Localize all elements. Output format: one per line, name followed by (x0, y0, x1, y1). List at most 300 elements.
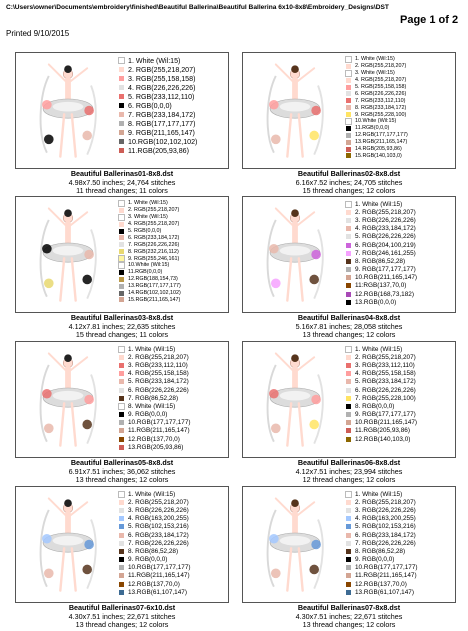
thread-item (346, 370, 454, 378)
thread-item (346, 104, 454, 111)
thread-swatch (346, 549, 351, 554)
thread-swatch (346, 396, 351, 401)
design-size: 4.30x7.51 inches; 22,671 stitches (295, 611, 403, 621)
thread-item (119, 248, 227, 255)
design-frame (15, 486, 229, 603)
thread-label: 8. RGB(233,184,172) (355, 104, 407, 111)
print-date: Printed 9/10/2015 (6, 29, 70, 38)
thread-label: 4. RGB(255,218,207) (355, 77, 407, 84)
thread-label: 8. RGB(0,0,0) (355, 402, 395, 410)
thread-label: 10.RGB(102,102,102) (128, 137, 198, 146)
thread-item (346, 378, 454, 386)
thread-item (119, 580, 227, 588)
thread-swatch (346, 133, 351, 138)
thread-label: 4. RGB(226,226,226) (128, 83, 196, 92)
thread-item (346, 547, 454, 555)
thread-item (346, 498, 454, 506)
thread-item (346, 200, 454, 208)
design-name: Beautiful Ballerinas02-8x8.dst (297, 169, 401, 178)
thread-item (119, 547, 227, 555)
thread-swatch (119, 242, 124, 247)
thread-swatch (346, 565, 351, 570)
design-frame (15, 52, 229, 169)
thread-label: 1. White (Wil:15) (355, 345, 403, 353)
thread-swatch (119, 524, 124, 529)
thread-label: 13.RGB(0,0,0) (355, 298, 397, 306)
thread-swatch (346, 259, 351, 264)
design-size: 4.30x7.51 inches; 22,671 stitches (68, 611, 176, 621)
thread-item (346, 132, 454, 139)
design-size: 5.16x7.81 inches; 28,058 stitches (295, 321, 403, 331)
thread-label: 15.RGB(140,103,0) (355, 152, 402, 159)
thread-item (346, 257, 454, 265)
thread-swatch (346, 590, 351, 595)
thread-label: 4. RGB(255,218,207) (128, 221, 180, 228)
design-card (10, 341, 234, 484)
ballerina-thumbnail (247, 490, 343, 599)
thread-label: 6. RGB(0,0,0) (128, 101, 172, 110)
thread-swatch (346, 524, 351, 529)
thread-swatch (346, 379, 351, 384)
thread-item (346, 298, 454, 306)
thread-swatch (346, 98, 351, 103)
thread-label: 10.RGB(211,165,147) (355, 419, 418, 427)
design-size: 6.91x7.51 inches; 36,062 stitches (68, 466, 176, 476)
thread-label: 5. RGB(255,158,158) (355, 84, 407, 90)
thread-label: 9. RGB(0,0,0) (128, 411, 168, 419)
design-card (10, 196, 234, 339)
thread-item (346, 63, 454, 70)
design-card (237, 52, 461, 195)
thread-swatch (119, 412, 124, 417)
thread-label: 5. RGB(226,226,226) (355, 233, 416, 241)
thread-label: 2. RGB(255,218,207) (355, 208, 416, 216)
design-size: 4.12x7.81 inches; 22,635 stitches (68, 321, 176, 331)
design-card (237, 341, 461, 484)
thread-swatch (346, 516, 351, 521)
ballerina-thumbnail (247, 56, 343, 165)
thread-label: 13.RGB(61,107,147) (128, 588, 187, 596)
thread-swatch (346, 243, 351, 248)
thread-item (119, 290, 227, 297)
thread-item (346, 70, 454, 77)
thread-swatch (346, 428, 351, 433)
thread-swatch (119, 437, 124, 442)
thread-changes: 13 thread changes; 12 colors (302, 620, 396, 630)
ballerina-thumbnail (247, 345, 343, 454)
thread-item (119, 228, 227, 235)
design-name: Beautiful Ballerinas07-8x8.dst (297, 603, 401, 612)
thread-item (346, 353, 454, 361)
thread-label: 2. RGB(255,218,207) (128, 353, 189, 361)
thread-swatch (119, 148, 124, 153)
thread-label: 1. White (Wil:15) (355, 490, 403, 498)
thread-changes: 11 thread changes; 11 colors (76, 186, 168, 196)
thread-label: 2. RGB(255,218,207) (128, 65, 196, 74)
thread-item (346, 419, 454, 427)
thread-changes: 13 thread changes; 12 colors (302, 330, 396, 340)
thread-label: 5. RGB(0,0,0) (128, 228, 162, 234)
thread-swatch (346, 210, 351, 215)
thread-swatch (119, 590, 124, 595)
design-name: Beautiful Ballerinas03-8x8.dst (70, 313, 174, 322)
thread-swatch (119, 85, 124, 90)
thread-swatch (119, 492, 124, 497)
design-frame (242, 341, 456, 458)
thread-item (346, 77, 454, 84)
thread-label: 3. RGB(233,112,110) (128, 361, 188, 369)
thread-label: 8. RGB(86,52,28) (355, 257, 406, 265)
thread-swatch (346, 147, 351, 152)
thread-label: 10.White (Wil:15) (128, 262, 170, 269)
thread-swatch (119, 396, 124, 401)
page-number: Page 1 of 2 (400, 14, 459, 26)
thread-label: 7. RGB(233,112,110) (355, 97, 406, 104)
thread-label: 2. RGB(255,218,207) (355, 353, 416, 361)
design-size: 4.98x7.50 inches; 24,764 stitches (68, 177, 176, 187)
thread-item (346, 490, 454, 498)
thread-swatch (119, 139, 124, 144)
thread-item (119, 255, 227, 262)
thread-item (119, 214, 227, 221)
thread-label: 2. RGB(255,218,207) (128, 498, 189, 506)
thread-label: 9. RGB(0,0,0) (355, 556, 395, 564)
thread-swatch (119, 516, 124, 521)
thread-swatch (346, 573, 351, 578)
thread-item (346, 386, 454, 394)
thread-item (119, 56, 227, 65)
thread-item (346, 266, 454, 274)
design-caption (10, 314, 234, 340)
thread-swatch (119, 347, 124, 352)
thread-item (119, 276, 227, 283)
thread-label: 7. RGB(246,161,255) (355, 249, 416, 257)
thread-label: 4. RGB(255,158,158) (355, 370, 416, 378)
thread-changes: 15 thread changes; 12 colors (302, 186, 396, 196)
thread-label: 1. White (Wil:15) (355, 200, 403, 208)
thread-changes: 12 thread changes; 12 colors (302, 475, 396, 485)
thread-swatch (119, 445, 124, 450)
thread-item (346, 290, 454, 298)
thread-label: 7. RGB(226,226,226) (355, 539, 416, 547)
thread-item (346, 402, 454, 410)
thread-item (119, 345, 227, 353)
thread-item (346, 394, 454, 402)
design-card (10, 486, 234, 629)
design-frame (242, 486, 456, 603)
thread-legend (346, 490, 454, 596)
thread-swatch (346, 292, 351, 297)
thread-swatch (346, 71, 351, 76)
thread-swatch (119, 541, 124, 546)
thread-legend (346, 345, 454, 443)
thread-legend (119, 200, 227, 303)
thread-swatch (119, 201, 124, 206)
design-frame (15, 341, 229, 458)
thread-label: 12.RGB(137,70,0) (128, 435, 180, 443)
thread-label: 13.RGB(61,107,147) (355, 588, 414, 596)
thread-item (119, 564, 227, 572)
design-name: Beautiful Ballerinas05-8x8.dst (70, 458, 174, 467)
thread-swatch (346, 202, 351, 207)
thread-item (346, 249, 454, 257)
thread-swatch (346, 105, 351, 110)
thread-swatch (346, 388, 351, 393)
design-caption (237, 170, 461, 196)
thread-label: 8. RGB(86,52,28) (355, 547, 406, 555)
thread-swatch (119, 557, 124, 562)
thread-item (119, 296, 227, 303)
thread-label: 11.RGB(211,165,147) (355, 572, 417, 580)
thread-item (119, 92, 227, 101)
thread-label: 6. RGB(233,184,172) (128, 234, 180, 241)
thread-item (119, 386, 227, 394)
thread-swatch (119, 249, 124, 254)
thread-swatch (119, 291, 124, 296)
thread-item (119, 531, 227, 539)
thread-label: 7. RGB(226,226,226) (128, 241, 180, 248)
thread-item (346, 118, 454, 125)
thread-swatch (119, 297, 124, 302)
thread-swatch (346, 140, 351, 145)
design-frame (242, 52, 456, 169)
thread-label: 8. RGB(232,216,112) (128, 248, 179, 255)
thread-label: 3. RGB(226,226,226) (355, 216, 416, 224)
design-card (10, 52, 234, 195)
thread-swatch (119, 582, 124, 587)
thread-label: 4. RGB(163,200,255) (128, 515, 189, 523)
thread-swatch (346, 153, 351, 158)
thread-item (346, 539, 454, 547)
thread-label: 1. White (Wil:15) (355, 56, 395, 63)
design-name: Beautiful Ballerinas07-6x10.dst (68, 603, 176, 612)
thread-item (346, 125, 454, 132)
thread-label: 12.RGB(168,73,182) (355, 290, 414, 298)
thread-swatch (119, 533, 124, 538)
thread-label: 7. RGB(226,226,226) (128, 539, 189, 547)
thread-label: 12.RGB(140,103,0) (355, 435, 411, 443)
thread-item (119, 241, 227, 248)
thread-swatch (119, 222, 124, 227)
thread-swatch (119, 130, 124, 135)
thread-label: 5. RGB(233,184,172) (128, 378, 189, 386)
thread-item (119, 490, 227, 498)
thread-label: 9. RGB(177,177,177) (355, 266, 416, 274)
thread-swatch (346, 234, 351, 239)
thread-item (119, 283, 227, 290)
thread-label: 12.RGB(188,154,73) (128, 276, 178, 283)
thread-label: 6. RGB(204,100,219) (355, 241, 416, 249)
thread-swatch (119, 371, 124, 376)
thread-item (119, 539, 227, 547)
thread-label: 8. RGB(86,52,28) (128, 547, 179, 555)
thread-swatch (346, 541, 351, 546)
design-name: Beautiful Ballerinas01-8x8.dst (70, 169, 174, 178)
thread-swatch (346, 371, 351, 376)
thread-label: 12.RGB(177,177,177) (355, 132, 408, 139)
thread-swatch (119, 388, 124, 393)
thread-label: 6. RGB(226,226,226) (128, 386, 189, 394)
thread-item (119, 200, 227, 207)
thread-label: 10.White (Wil:15) (355, 118, 397, 125)
thread-label: 10.RGB(177,177,177) (128, 419, 191, 427)
thread-label: 7. RGB(233,184,172) (128, 110, 196, 119)
thread-label: 6. RGB(233,184,172) (355, 531, 416, 539)
thread-swatch (346, 64, 351, 69)
thread-swatch (119, 215, 124, 220)
thread-item (346, 146, 454, 153)
design-card (237, 486, 461, 629)
thread-label: 4. RGB(163,200,255) (355, 515, 416, 523)
thread-label: 8. White (Wil:15) (128, 402, 176, 410)
thread-swatch (119, 270, 124, 275)
thread-item (119, 572, 227, 580)
ballerina-thumbnail (20, 56, 116, 165)
thread-swatch (119, 379, 124, 384)
thread-changes: 15 thread changes; 11 colors (75, 330, 169, 340)
thread-item (346, 515, 454, 523)
thread-swatch (346, 300, 351, 305)
thread-label: 1. White (Wil:15) (128, 345, 176, 353)
thread-item (346, 56, 454, 63)
design-caption (10, 459, 234, 485)
design-caption (237, 604, 461, 630)
thread-swatch (346, 412, 351, 417)
thread-item (119, 361, 227, 369)
thread-label: 3. RGB(255,158,158) (128, 74, 196, 83)
thread-item (346, 411, 454, 419)
thread-item (119, 128, 227, 137)
thread-swatch (119, 277, 124, 282)
thread-label: 13.RGB(177,177,177) (128, 283, 181, 290)
thread-item (119, 402, 227, 410)
thread-swatch (346, 78, 351, 83)
thread-item (346, 152, 454, 159)
thread-swatch (346, 85, 351, 90)
thread-item (119, 588, 227, 596)
thread-label: 6. RGB(233,184,172) (128, 531, 189, 539)
thread-label: 2. RGB(255,218,207) (355, 498, 416, 506)
thread-item (346, 282, 454, 290)
thread-label: 11.RGB(211,165,147) (128, 572, 190, 580)
thread-label: 1. White (Wil:15) (128, 490, 176, 498)
thread-label: 10.RGB(177,177,177) (355, 564, 418, 572)
thread-label: 11.RGB(205,93,86) (128, 146, 189, 155)
thread-changes: 13 thread changes; 12 colors (75, 475, 169, 485)
thread-swatch (346, 508, 351, 513)
thread-swatch (119, 565, 124, 570)
thread-swatch (346, 226, 351, 231)
thread-legend (119, 56, 227, 155)
thread-swatch (119, 58, 124, 63)
thread-label: 10.RGB(211,165,147) (355, 274, 418, 282)
thread-label: 4. RGB(233,184,172) (355, 225, 416, 233)
thread-item (119, 394, 227, 402)
thread-item (346, 241, 454, 249)
thread-label: 9. RGB(177,177,177) (355, 411, 416, 419)
thread-swatch (346, 437, 351, 442)
thread-label: 1. White (Wil:15) (128, 200, 168, 207)
thread-item (119, 207, 227, 214)
thread-label: 9. RGB(211,165,147) (128, 128, 195, 137)
thread-label: 5. RGB(233,184,172) (355, 378, 416, 386)
thread-swatch (346, 582, 351, 587)
thread-item (346, 580, 454, 588)
thread-swatch (119, 263, 124, 268)
thread-swatch (119, 208, 124, 213)
thread-item (346, 531, 454, 539)
thread-item (119, 515, 227, 523)
thread-item (346, 506, 454, 514)
thread-swatch (119, 284, 124, 289)
thread-swatch (346, 500, 351, 505)
thread-item (119, 146, 227, 155)
thread-swatch (119, 121, 124, 126)
thread-item (119, 378, 227, 386)
thread-label: 5. RGB(102,153,216) (128, 523, 189, 531)
thread-label: 11.RGB(211,165,147) (128, 427, 190, 435)
thread-swatch (119, 229, 124, 234)
design-name: Beautiful Ballerinas04-8x8.dst (297, 313, 401, 322)
thread-swatch (119, 508, 124, 513)
thread-swatch (346, 275, 351, 280)
thread-item (119, 262, 227, 269)
design-size: 4.12x7.51 inches; 23,994 stitches (295, 466, 403, 476)
thread-item (119, 435, 227, 443)
thread-label: 5. RGB(233,112,110) (128, 92, 195, 101)
thread-label: 13.RGB(205,93,86) (128, 443, 184, 451)
thread-swatch (346, 57, 351, 62)
thread-item (119, 65, 227, 74)
thread-label: 11.RGB(0,0,0) (128, 269, 163, 276)
thread-label: 6. RGB(226,226,226) (355, 90, 407, 97)
thread-item (346, 139, 454, 146)
thread-label: 5. RGB(102,153,216) (355, 523, 416, 531)
thread-item (119, 74, 227, 83)
thread-item (346, 361, 454, 369)
thread-swatch (346, 557, 351, 562)
thread-item (346, 588, 454, 596)
ballerina-thumbnail (20, 345, 116, 454)
thread-item (119, 137, 227, 146)
thread-label: 15.RGB(211,165,147) (128, 296, 181, 303)
thread-swatch (119, 67, 124, 72)
thread-label: 1. White (Wil:15) (128, 56, 181, 65)
design-caption (237, 314, 461, 340)
thread-item (119, 498, 227, 506)
thread-label: 14.RGB(205,93,86) (355, 146, 402, 153)
thread-item (346, 208, 454, 216)
thread-item (119, 353, 227, 361)
design-size: 6.16x7.52 inches; 24,705 stitches (295, 177, 403, 187)
thread-label: 13.RGB(211,165,147) (355, 139, 408, 146)
thread-label: 11:RGB(137,70,0) (355, 282, 407, 290)
thread-swatch (119, 363, 124, 368)
thread-swatch (119, 404, 124, 409)
thread-swatch (119, 420, 124, 425)
thread-swatch (346, 347, 351, 352)
thread-item (119, 221, 227, 228)
ballerina-thumbnail (20, 490, 116, 599)
design-frame (15, 196, 229, 313)
thread-item (346, 225, 454, 233)
thread-label: 10.RGB(177,177,177) (128, 564, 191, 572)
thread-item (346, 564, 454, 572)
thread-item (346, 216, 454, 224)
ballerina-thumbnail (20, 200, 116, 309)
thread-legend (119, 345, 227, 451)
thread-swatch (346, 91, 351, 96)
